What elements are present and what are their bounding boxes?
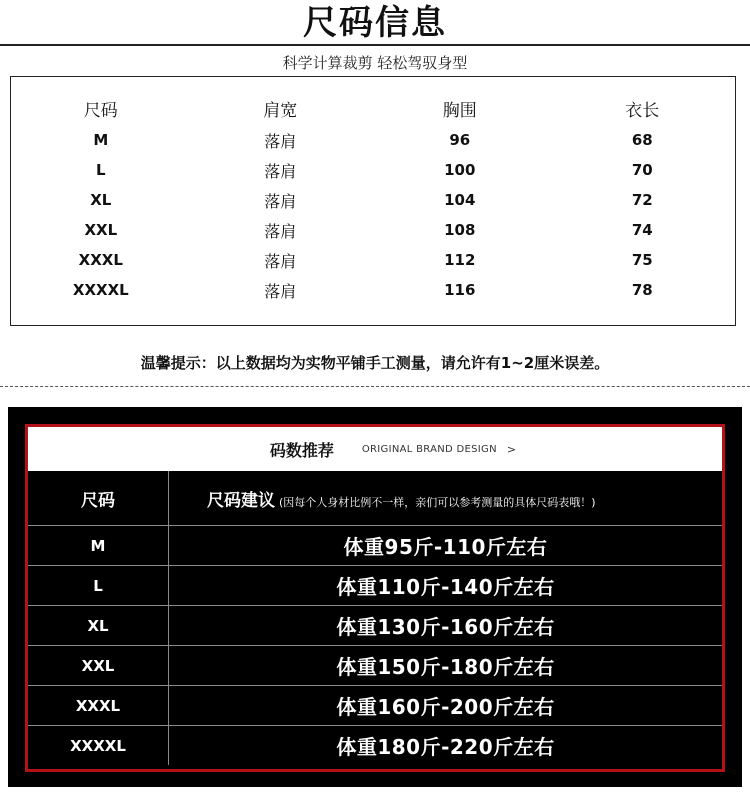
chevron-right-icon: >: [506, 442, 517, 456]
table-row: [28, 526, 722, 566]
chest-cell: 104: [444, 191, 476, 209]
size-cell: XXXL: [78, 251, 123, 269]
subtitle: 科学计算裁剪 轻松驾驭身型: [282, 54, 468, 72]
length-cell: 72: [631, 191, 653, 209]
header-size: 尺码: [83, 100, 118, 121]
shoulder-cell: 落肩: [264, 221, 297, 241]
shoulder-cell: 落肩: [264, 191, 297, 211]
rec-weight-cell: 体重150斤-180斤左右: [169, 646, 723, 686]
table-row: [28, 686, 722, 726]
rec-header-size: 尺码: [28, 471, 169, 526]
table-row: [28, 726, 722, 766]
table-row: [11, 155, 735, 185]
size-cell: XL: [90, 191, 112, 209]
recommend-header-row: [28, 471, 722, 526]
shoulder-cell: 落肩: [264, 251, 297, 271]
chest-cell: 100: [444, 161, 476, 179]
rec-size-cell: XXL: [28, 646, 169, 686]
chest-cell: 112: [444, 251, 476, 269]
size-chart-box: [10, 76, 736, 326]
rec-weight-cell: 体重180斤-220斤左右: [336, 735, 555, 759]
rec-size-cell: L: [28, 566, 169, 606]
table-row: [11, 215, 735, 245]
rec-size-cell: XXXXL: [28, 726, 169, 766]
title-divider: [0, 44, 750, 46]
shoulder-cell: 落肩: [264, 281, 297, 301]
size-cell: XXL: [84, 221, 118, 239]
table-row: [28, 566, 722, 606]
recommend-panel: [8, 407, 742, 787]
table-row: [11, 185, 735, 215]
rec-weight-cell: 体重130斤-160斤左右: [169, 606, 723, 646]
rec-header-advice: [169, 471, 723, 526]
page-title: 尺码信息: [303, 3, 447, 43]
header-length: 衣长: [625, 100, 660, 121]
chest-cell: 108: [444, 221, 476, 239]
length-cell: 78: [631, 281, 653, 299]
rec-size-cell: XXXL: [28, 686, 169, 726]
length-cell: 75: [631, 251, 653, 269]
rec-header-note: (因每个人身材比例不一样，亲们可以参考测量的具体尺码表哦！): [279, 495, 596, 509]
size-cell: L: [96, 161, 106, 179]
rec-size-cell: XL: [28, 606, 169, 646]
size-cell: XXXXL: [72, 281, 129, 299]
table-row: [11, 245, 735, 275]
header-shoulder: 肩宽: [263, 100, 298, 121]
recommend-header: [28, 427, 722, 471]
brand-tagline: ORIGINAL BRAND DESIGN: [361, 443, 497, 455]
shoulder-cell: 落肩: [264, 131, 297, 151]
rec-header-advice-label: 尺码建议: [207, 490, 275, 511]
measurement-tip: 温馨提示：以上数据均为实物平铺手工测量，请允许有1~2厘米误差。: [140, 354, 610, 372]
length-cell: 70: [631, 161, 653, 179]
size-cell: M: [93, 131, 109, 149]
chest-cell: 116: [444, 281, 476, 299]
size-chart-table: [11, 91, 735, 305]
header-chest: 胸围: [442, 100, 477, 121]
length-cell: 74: [631, 221, 653, 239]
table-row: [28, 606, 722, 646]
recommend-title: 码数推荐: [269, 440, 334, 460]
length-cell: 68: [631, 131, 653, 149]
rec-size-cell: M: [28, 526, 169, 566]
recommend-table: [28, 471, 722, 765]
rec-weight-cell: 体重160斤-200斤左右: [169, 686, 723, 726]
chest-cell: 96: [449, 131, 471, 149]
table-row: [11, 125, 735, 155]
rec-weight-cell: 体重95斤-110斤左右: [169, 526, 723, 566]
table-row: [11, 275, 735, 305]
dashed-divider: [0, 386, 750, 387]
recommend-frame: [25, 424, 725, 772]
shoulder-cell: 落肩: [264, 161, 297, 181]
size-chart-header-row: [11, 91, 735, 125]
table-row: [28, 646, 722, 686]
rec-weight-cell: 体重110斤-140斤左右: [169, 566, 723, 606]
